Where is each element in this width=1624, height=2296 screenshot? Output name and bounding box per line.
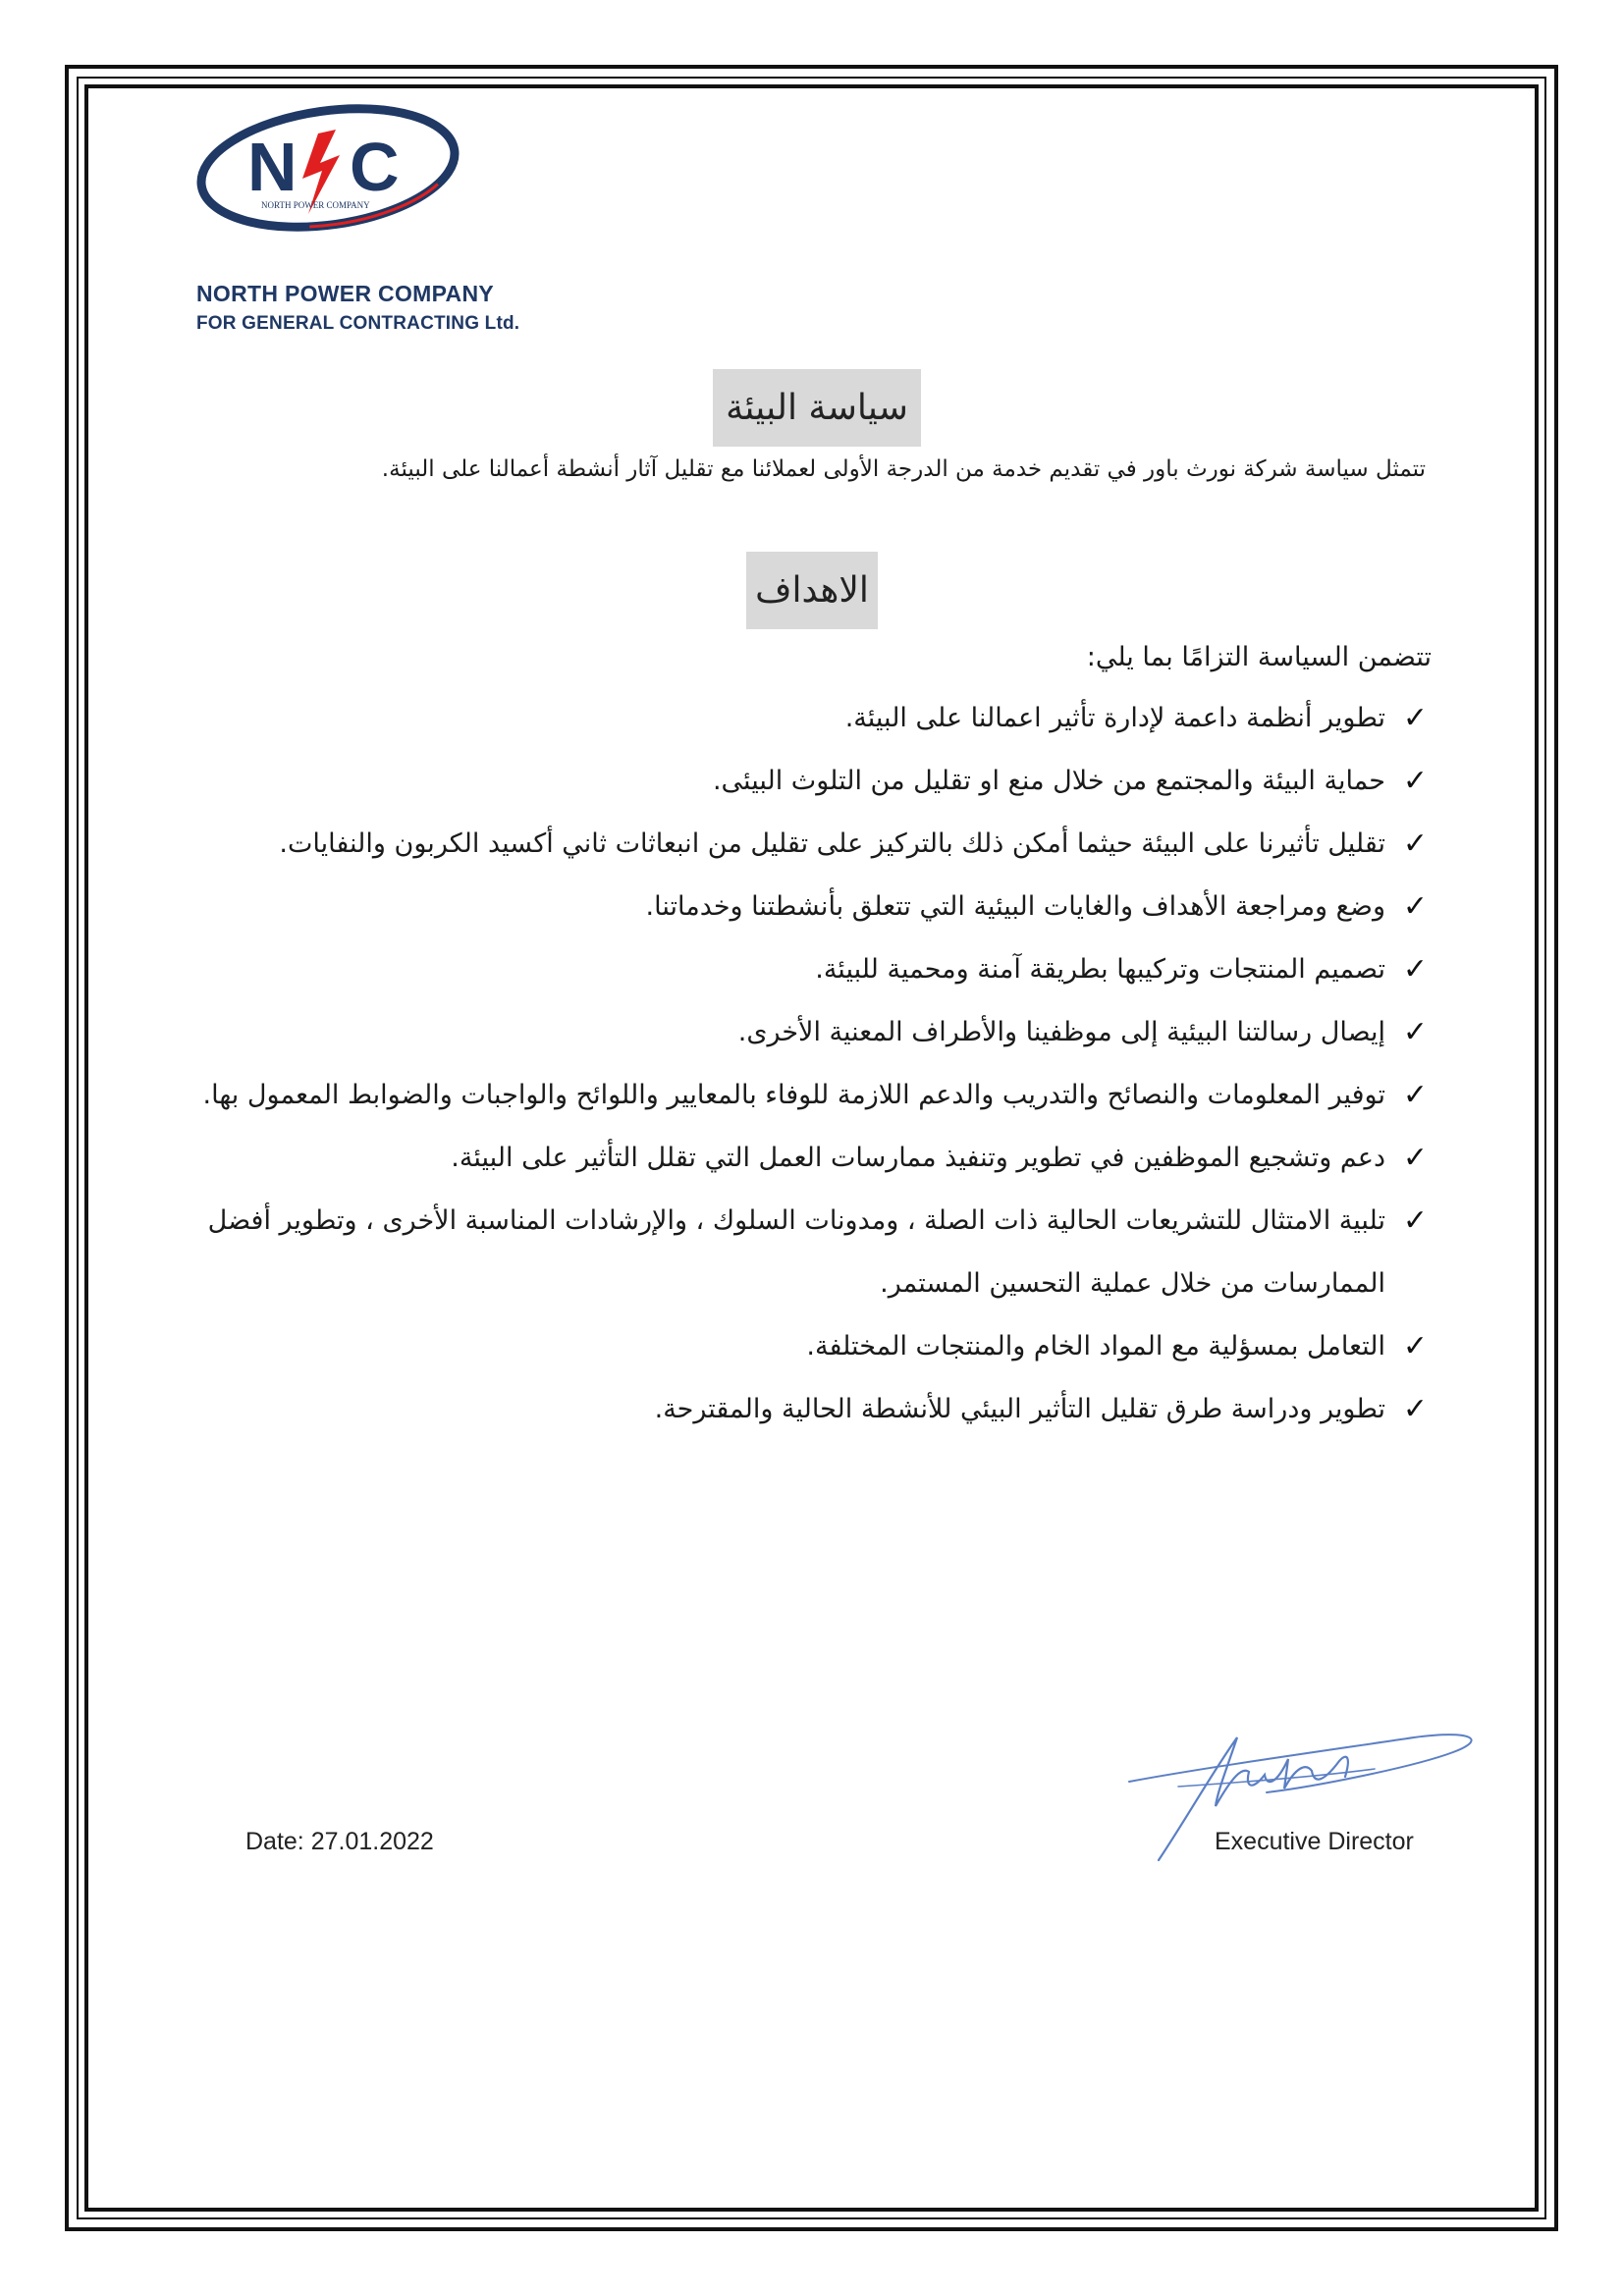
company-name-line1: NORTH POWER COMPANY [196, 281, 494, 306]
goals-list [175, 687, 1432, 1441]
list-item [175, 813, 1432, 876]
list-item [175, 687, 1432, 750]
goals-title: الاهداف [746, 552, 878, 629]
check-icon: ✓ [1402, 1203, 1428, 1238]
list-item-text: توفير المعلومات والنصائح والتدريب والدعم اللازمة للوفاء بالمعايير واللوائح والواجبات والضوابط المعمول بها. [202, 1080, 1385, 1110]
check-icon: ✓ [1402, 1329, 1428, 1363]
list-item-text: تطوير ودراسة طرق تقليل التأثير البيئي للأنشطة الحالية والمقترحة. [654, 1394, 1385, 1424]
policy-title: سياسة البيئة [713, 369, 921, 447]
check-icon: ✓ [1402, 1015, 1428, 1049]
signatory-title: Executive Director [1215, 1828, 1414, 1855]
goals-lead: تتضمن السياسة التزامًا بما يلي: [1086, 642, 1432, 672]
check-icon: ✓ [1402, 827, 1428, 861]
list-item-text: تطوير أنظمة داعمة لإدارة تأثير اعمالنا على البيئة. [844, 703, 1385, 733]
check-icon: ✓ [1402, 889, 1428, 924]
svg-text:N: N [247, 129, 296, 205]
check-icon: ✓ [1402, 701, 1428, 735]
list-item-text: حماية البيئة والمجتمع من خلال منع او تقليل من التلوث البيئى. [712, 766, 1385, 796]
policy-intro: تتمثل سياسة شركة نورث باور في تقديم خدمة من الدرجة الأولى لعملائنا مع تقليل آثار أنشطة أعمالنا على البيئة. [381, 456, 1426, 482]
list-item-text: إيصال رسالتنا البيئية إلى موظفينا والأطراف المعنية الأخرى. [737, 1017, 1385, 1047]
svg-text:C: C [350, 129, 400, 205]
list-item [175, 1190, 1432, 1315]
company-logo [192, 94, 467, 241]
svg-text:NORTH POWER COMPANY: NORTH POWER COMPANY [261, 200, 370, 210]
check-icon: ✓ [1402, 764, 1428, 798]
check-icon: ✓ [1402, 952, 1428, 987]
list-item-text: وضع ومراجعة الأهداف والغايات البيئية التي تتعلق بأنشطتنا وخدماتنا. [645, 891, 1385, 922]
company-name-line2: FOR GENERAL CONTRACTING Ltd. [196, 313, 520, 334]
check-icon: ✓ [1402, 1392, 1428, 1426]
list-item-text: التعامل بمسؤلية مع المواد الخام والمنتجات المختلفة. [806, 1331, 1385, 1362]
list-item [175, 1001, 1432, 1064]
company-name [196, 281, 519, 335]
list-item [175, 1315, 1432, 1378]
list-item-text: دعم وتشجيع الموظفين في تطوير وتنفيذ ممارسات العمل التي تقلل التأثير على البيئة. [451, 1143, 1385, 1173]
list-item-text: تصميم المنتجات وتركيبها بطريقة آمنة ومحمية للبيئة. [815, 954, 1385, 985]
list-item [175, 938, 1432, 1001]
document-date: Date: 27.01.2022 [245, 1828, 434, 1855]
list-item [175, 1127, 1432, 1190]
list-item [175, 750, 1432, 813]
list-item [175, 1378, 1432, 1441]
list-item-text: تلبية الامتثال للتشريعات الحالية ذات الصلة ، ومدونات السلوك ، والإرشادات المناسبة الأخرى ، وتطوير أفضل الممارسات من خلال عملية التحسين المستمر. [207, 1205, 1385, 1299]
list-item [175, 876, 1432, 938]
list-item [175, 1064, 1432, 1127]
check-icon: ✓ [1402, 1078, 1428, 1112]
list-item-text: تقليل تأثيرنا على البيئة حيثما أمكن ذلك بالتركيز على تقليل من انبعاثات ثاني أكسيد الكربون والنفايات. [279, 828, 1385, 859]
check-icon: ✓ [1402, 1141, 1428, 1175]
